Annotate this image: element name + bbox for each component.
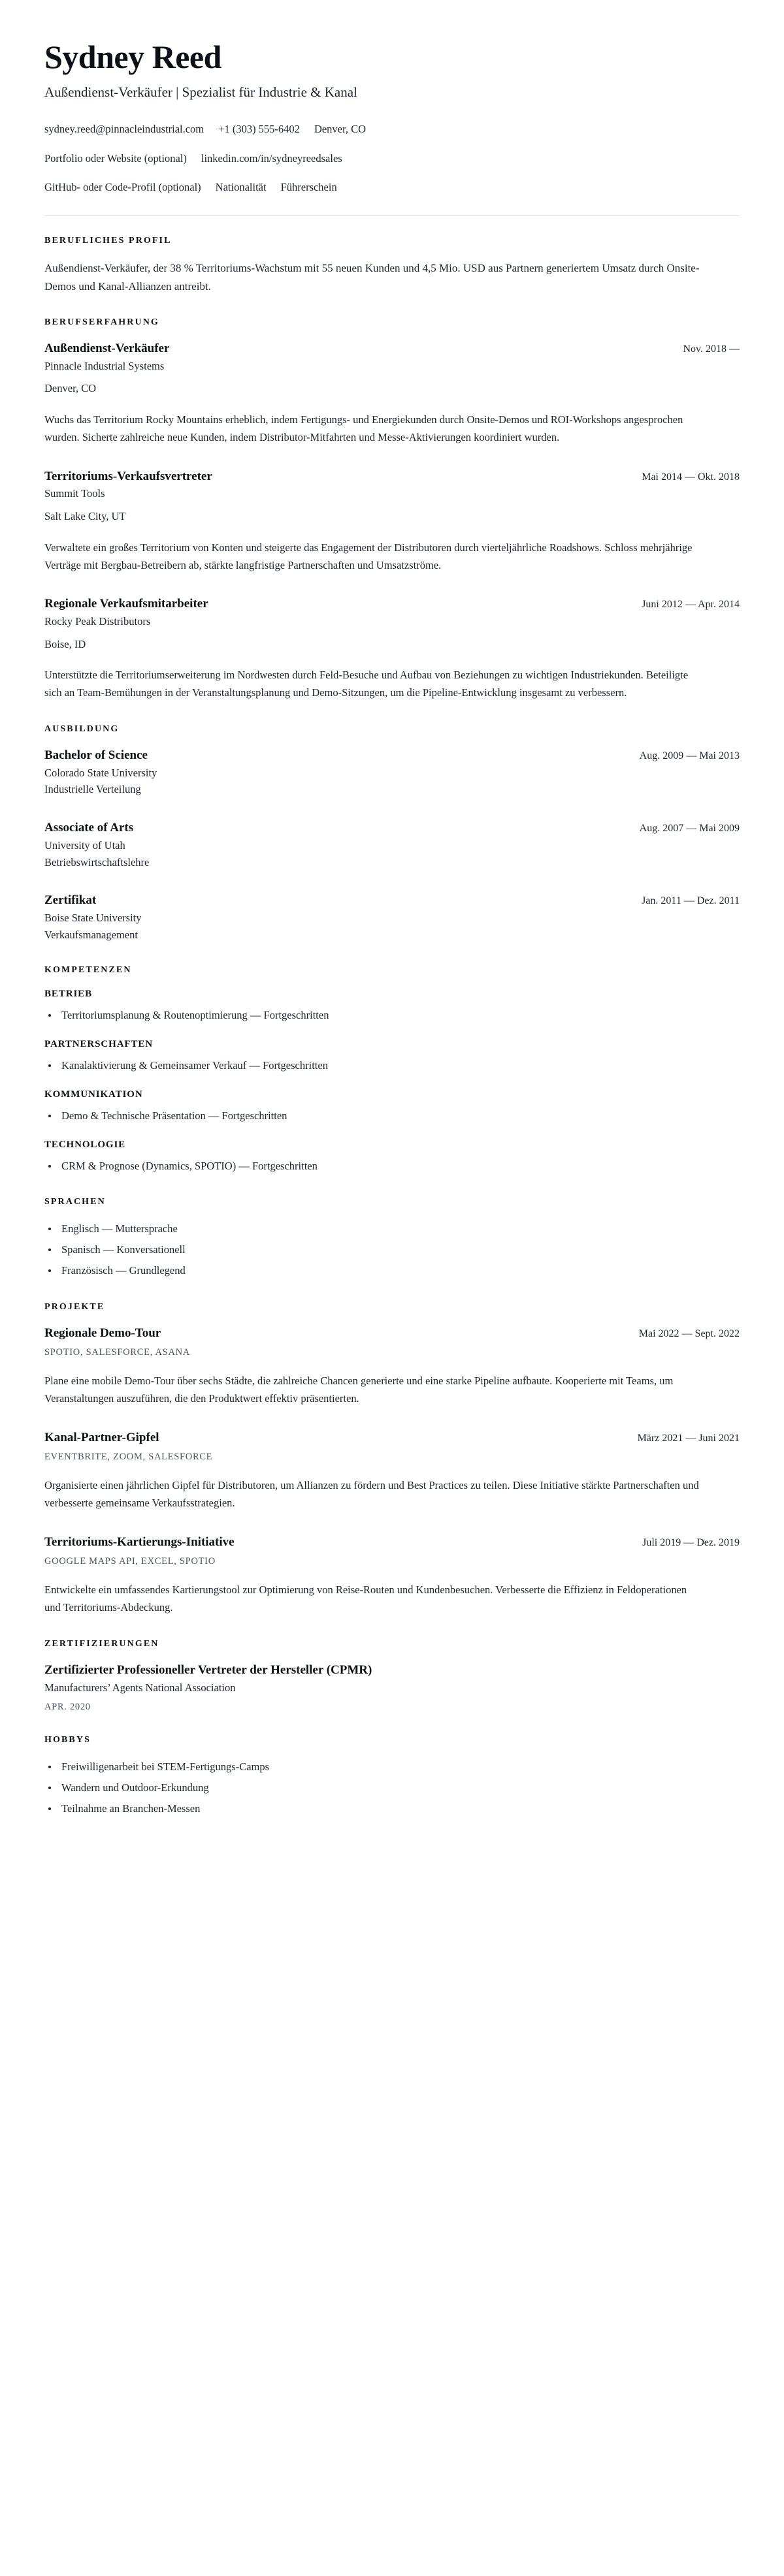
project-tech-stack: SPOTIO, SALESFORCE, ASANA xyxy=(44,1347,190,1358)
education-entry xyxy=(44,748,740,798)
list-item: Kanalaktivierung & Gemeinsamer Verkauf — Fortgeschritten xyxy=(44,1057,740,1075)
skill-group xyxy=(44,989,740,1025)
certification-title: Zertifizierter Professioneller Vertreter der Hersteller (CPMR) xyxy=(44,1662,372,1677)
section-title-hobbies: HOBBYS xyxy=(44,1735,91,1745)
section-languages xyxy=(44,1197,740,1279)
project-entry-head xyxy=(44,1326,740,1342)
project-title: Territoriums-Kartierungs-Initiative xyxy=(44,1534,235,1549)
resume-header xyxy=(44,39,740,196)
list-item: Spanisch — Konversationell xyxy=(44,1241,740,1259)
candidate-name: Sydney Reed xyxy=(44,39,221,75)
section-title-skills: KOMPETENZEN xyxy=(44,965,132,976)
project-date-range: Mai 2022 — Sept. 2022 xyxy=(638,1328,740,1339)
section-title-education: AUSBILDUNG xyxy=(44,724,120,734)
skill-list xyxy=(44,1107,740,1125)
section-title-languages: SPRACHEN xyxy=(44,1197,106,1207)
experience-entry xyxy=(44,596,740,702)
skill-group xyxy=(44,1039,740,1075)
skill-list xyxy=(44,1007,740,1025)
section-education xyxy=(44,724,740,944)
drivers-license-label: Führerschein xyxy=(280,181,337,194)
project-description: Entwickelte ein umfassendes Kartierungstool zur Optimierung von Reise-Routen und Kundenbesuchen. Verbesserte die Effizienz in Feldoperationen und Territoriums-Abdeckung. xyxy=(44,1583,687,1614)
contact-phone[interactable]: +1 (303) 555-6402 xyxy=(218,123,300,136)
job-date-range: Mai 2014 — Okt. 2018 xyxy=(642,471,740,483)
project-date-range: März 2021 — Juni 2021 xyxy=(637,1432,740,1444)
job-description: Verwaltete ein großes Territorium von Konten und steigerte das Engagement der Distributoren durch vierteljährliche Roadshows. Schloss mehrjährige Verträge mit Bergbau-Betreibern ab, stärkte langfristige Partnerschaften und Umsatzströme. xyxy=(44,541,693,571)
section-hobbies xyxy=(44,1735,740,1817)
job-date-range: Juni 2012 — Apr. 2014 xyxy=(642,599,740,611)
github-label: GitHub- oder Code-Profil (optional) xyxy=(44,181,201,194)
skill-group-title: KOMMUNIKATION xyxy=(44,1089,143,1100)
profile-summary: Außendienst-Verkäufer, der 38 % Territoriums-Wachstum mit 55 neuen Kunden und 4,5 Mio. USD aus Partnern generiertem Umsatz durch Onsite-Demos und Kanal-Allianzen antreibt. xyxy=(44,261,700,293)
section-profile xyxy=(44,236,740,295)
project-title: Kanal-Partner-Gipfel xyxy=(44,1430,159,1444)
project-entry xyxy=(44,1534,740,1617)
degree-title: Bachelor of Science xyxy=(44,748,148,762)
skill-group xyxy=(44,1139,740,1175)
contact-row-primary xyxy=(44,121,740,138)
list-item: Teilnahme an Branchen-Messen xyxy=(44,1800,740,1818)
skill-list xyxy=(44,1057,740,1075)
education-entry-head xyxy=(44,820,740,836)
job-description: Unterstützte die Territoriumserweiterung im Nordwesten durch Feld-Besuche und Aufbau von Beziehungen zu wichtigen Industriekunden. Beteiligte sich an Team-Bemühungen in der Veranstaltungsplanung und Demo-Sitzungen, um die Pipeline-Entwicklung insgesamt zu verbessern. xyxy=(44,669,689,699)
experience-entry-head xyxy=(44,596,740,612)
education-entry xyxy=(44,893,740,943)
certification-date: APR. 2020 xyxy=(44,1702,91,1713)
job-location: Boise, ID xyxy=(44,637,86,650)
list-item: Wandern und Outdoor-Erkundung xyxy=(44,1779,740,1797)
contact-row-optional xyxy=(44,179,740,196)
field-of-study: Industrielle Verteilung xyxy=(44,783,141,796)
field-of-study: Betriebswirtschaftslehre xyxy=(44,855,150,868)
project-description: Plane eine mobile Demo-Tour über sechs Städte, die zahlreiche Chancen generierte und eine starke Pipeline aufbaute. Kooperierte mit Teams, um Veranstaltungen auszuführen, die den Produktwert effektiv präsentierten. xyxy=(44,1375,674,1405)
school-name: Colorado State University xyxy=(44,766,157,779)
list-item: Territoriumsplanung & Routenoptimierung — Fortgeschritten xyxy=(44,1007,740,1025)
list-item: Französisch — Grundlegend xyxy=(44,1262,740,1280)
education-entry-head xyxy=(44,893,740,909)
job-company: Summit Tools xyxy=(44,487,105,500)
list-item: Demo & Technische Präsentation — Fortgeschritten xyxy=(44,1107,740,1125)
job-description: Wuchs das Territorium Rocky Mountains erheblich, indem Fertigungs- und Energiekunden durch Onsite-Demos und ROI-Workshops angesprochen wurden. Sicherte zahlreiche neue Kunden, indem Distributor-Mitfahrten und Messe-Aktivierungen koordiniert wurden. xyxy=(44,413,683,443)
contact-linkedin[interactable]: linkedin.com/in/sydneyreedsales xyxy=(201,151,342,165)
project-entry-head xyxy=(44,1534,740,1551)
degree-date-range: Aug. 2007 — Mai 2009 xyxy=(639,823,740,835)
skill-list xyxy=(44,1158,740,1175)
skill-group-title: TECHNOLOGIE xyxy=(44,1139,126,1150)
list-item: CRM & Prognose (Dynamics, SPOTIO) — Fortgeschritten xyxy=(44,1158,740,1175)
education-entry xyxy=(44,820,740,870)
job-location: Salt Lake City, UT xyxy=(44,510,126,523)
certification-issuer: Manufacturers’ Agents National Association xyxy=(44,1681,236,1694)
certification-entry xyxy=(44,1662,740,1713)
language-list xyxy=(44,1220,740,1279)
project-title: Regionale Demo-Tour xyxy=(44,1326,161,1340)
contact-row-links xyxy=(44,150,740,167)
experience-entry xyxy=(44,341,740,447)
experience-entry-head xyxy=(44,341,740,357)
contact-location: Denver, CO xyxy=(314,123,367,136)
section-skills xyxy=(44,965,740,1175)
job-title: Territoriums-Verkaufsvertreter xyxy=(44,469,212,483)
degree-title: Zertifikat xyxy=(44,893,97,908)
school-name: University of Utah xyxy=(44,838,125,851)
experience-entry-head xyxy=(44,469,740,485)
list-item: Englisch — Muttersprache xyxy=(44,1220,740,1238)
experience-entry xyxy=(44,469,740,575)
skill-group-title: BETRIEB xyxy=(44,989,92,1000)
job-date-range: Nov. 2018 — xyxy=(683,343,740,355)
education-entry-head xyxy=(44,748,740,764)
skill-group xyxy=(44,1089,740,1125)
degree-title: Associate of Arts xyxy=(44,821,134,835)
contact-email[interactable]: sydney.reed@pinnacleindustrial.com xyxy=(44,123,204,136)
header-divider xyxy=(44,215,740,216)
portfolio-label: Portfolio oder Website (optional) xyxy=(44,151,187,165)
candidate-headline: Außendienst-Verkäufer | Spezialist für Industrie & Kanal xyxy=(44,84,357,100)
section-title-experience: BERUFSERFAHRUNG xyxy=(44,317,159,328)
skill-group-title: PARTNERSCHAFTEN xyxy=(44,1039,154,1050)
section-title-projects: PROJEKTE xyxy=(44,1301,105,1312)
section-certifications xyxy=(44,1639,740,1713)
job-company: Rocky Peak Distributors xyxy=(44,614,151,628)
degree-date-range: Jan. 2011 — Dez. 2011 xyxy=(642,895,740,907)
job-location: Denver, CO xyxy=(44,382,97,395)
project-entry-head xyxy=(44,1430,740,1446)
project-entry xyxy=(44,1326,740,1408)
section-title-certifications: ZERTIFIZIERUNGEN xyxy=(44,1638,159,1649)
hobby-list xyxy=(44,1758,740,1817)
section-projects xyxy=(44,1302,740,1617)
project-date-range: Juli 2019 — Dez. 2019 xyxy=(642,1536,740,1548)
job-title: Außendienst-Verkäufer xyxy=(44,342,170,356)
school-name: Boise State University xyxy=(44,911,142,924)
project-tech-stack: GOOGLE MAPS API, EXCEL, SPOTIO xyxy=(44,1556,216,1567)
nationality-label: Nationalität xyxy=(215,181,267,194)
field-of-study: Verkaufsmanagement xyxy=(44,928,138,941)
job-title: Regionale Verkaufsmitarbeiter xyxy=(44,597,208,611)
project-description: Organisierte einen jährlichen Gipfel für Distributoren, um Allianzen zu fördern und Best Practices zu teilen. Diese Initiative stärkte Partnerschaften und verbesserte gemeinsame Verkaufsstrategien. xyxy=(44,1479,699,1510)
list-item: Freiwilligenarbeit bei STEM-Fertigungs-Camps xyxy=(44,1758,740,1776)
job-company: Pinnacle Industrial Systems xyxy=(44,359,165,372)
degree-date-range: Aug. 2009 — Mai 2013 xyxy=(639,750,740,761)
project-entry xyxy=(44,1430,740,1512)
project-tech-stack: EVENTBRITE, ZOOM, SALESFORCE xyxy=(44,1452,213,1463)
section-experience xyxy=(44,317,740,702)
section-title-profile: BERUFLICHES PROFIL xyxy=(44,235,172,246)
